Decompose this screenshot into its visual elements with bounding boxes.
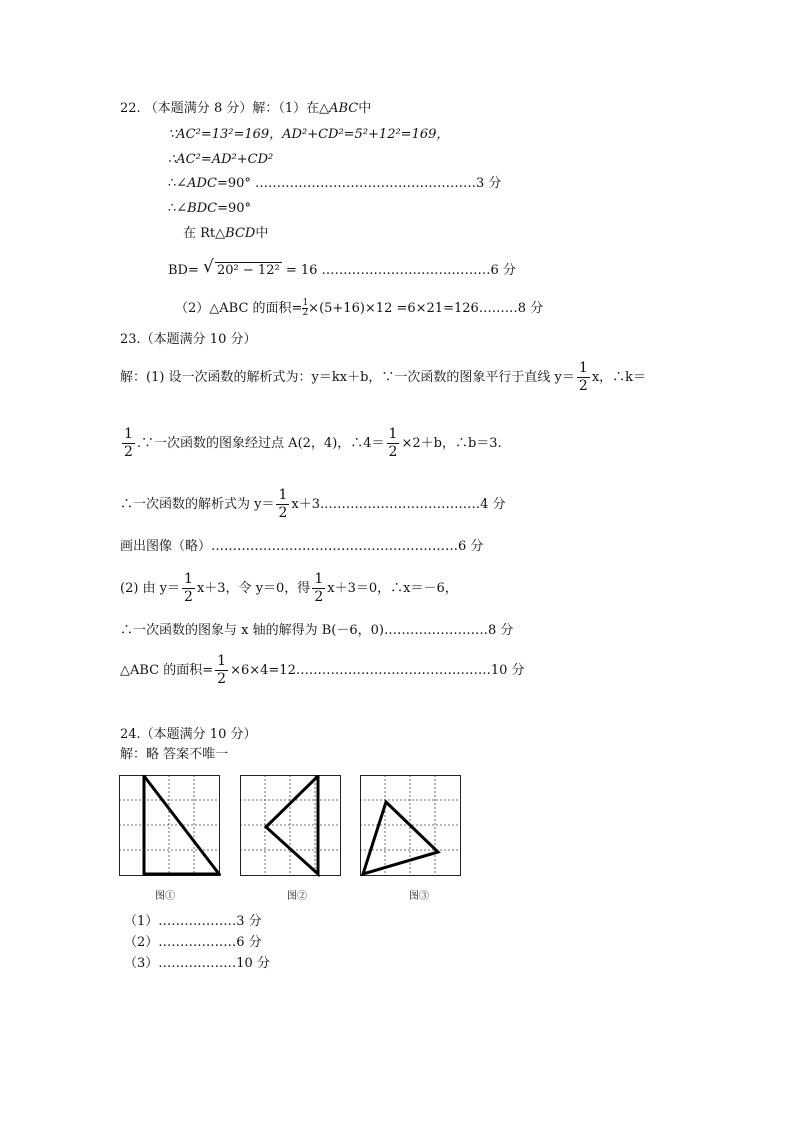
q24-score-1: （1）………………3 分	[124, 914, 262, 929]
q23-line1: 解：(1) 设一次函数的解析式为：y＝kx＋b，∵一次函数的图象平行于直线 y＝ $\frac{1}{2}$ x，∴k＝	[120, 360, 647, 394]
q23-line2: $\frac{1}{2}$ .∵一次函数的图象经过点 A(2，4)，∴4＝ $\frac{1}{2}$ ×2＋b，∴b＝3.	[124, 426, 502, 460]
q22-line2: ∴AC²=AD²+CD²	[168, 152, 274, 167]
triangle-3	[363, 802, 438, 874]
q24-answer: 解：略 答案不唯一	[120, 747, 229, 762]
q22-part2: （2）△ABC 的面积= $\frac{1}{2}$ ×(5+16)×12 =6×21=126………8 分	[175, 298, 544, 318]
figure-1	[119, 775, 221, 877]
q22-line5: 在 Rt△BCD中	[183, 226, 269, 241]
q22-line3: ∴∠ADC=90° ……………………………………………3 分	[168, 176, 502, 191]
q22-line4: ∴∠BDC=90°	[168, 201, 252, 216]
q22-bd-formula: BD= √ 20² − 12² = 16 …………………………………6 分	[168, 257, 516, 278]
q24-header: 24.（本题满分 10 分）	[120, 727, 257, 742]
q23-line5: (2) 由 y＝ $\frac{1}{2}$ x＋3，令 y＝0，得 $\frac{1}{2}$ x＋3＝0，∴x＝－6，	[120, 571, 458, 605]
q22-line1: ∵AC²=13²=169，AD²+CD²=5²+12²=169，	[168, 127, 450, 142]
q24-score-2: （2）………………6 分	[124, 935, 262, 950]
q23-line7: △ABC 的面积= $\frac{1}{2}$ ×6×4=12………………………………………10 分	[120, 653, 525, 687]
figure-2-caption: 图②	[287, 891, 307, 902]
figure-1-caption: 图①	[155, 891, 175, 902]
q23-line3: ∴一次函数的解析式为 y＝ $\frac{1}{2}$ x＋3.………………………………4 分	[120, 487, 506, 521]
q23-line6: ∴一次函数的图象与 x 轴的解得为 B(－6，0)……………………8 分	[120, 623, 514, 638]
figure-2	[240, 775, 342, 877]
q24-score-3: （3）………………10 分	[124, 956, 270, 971]
q23-header: 23.（本题满分 10 分）	[120, 332, 257, 347]
figure-3	[360, 775, 462, 877]
figure-3-caption: 图③	[409, 891, 429, 902]
q22-header: 22. （本题满分 8 分）解：（1）在△ABC中	[120, 101, 372, 116]
q23-line4: 画出图像（略）…………………………………………………6 分	[120, 539, 484, 554]
